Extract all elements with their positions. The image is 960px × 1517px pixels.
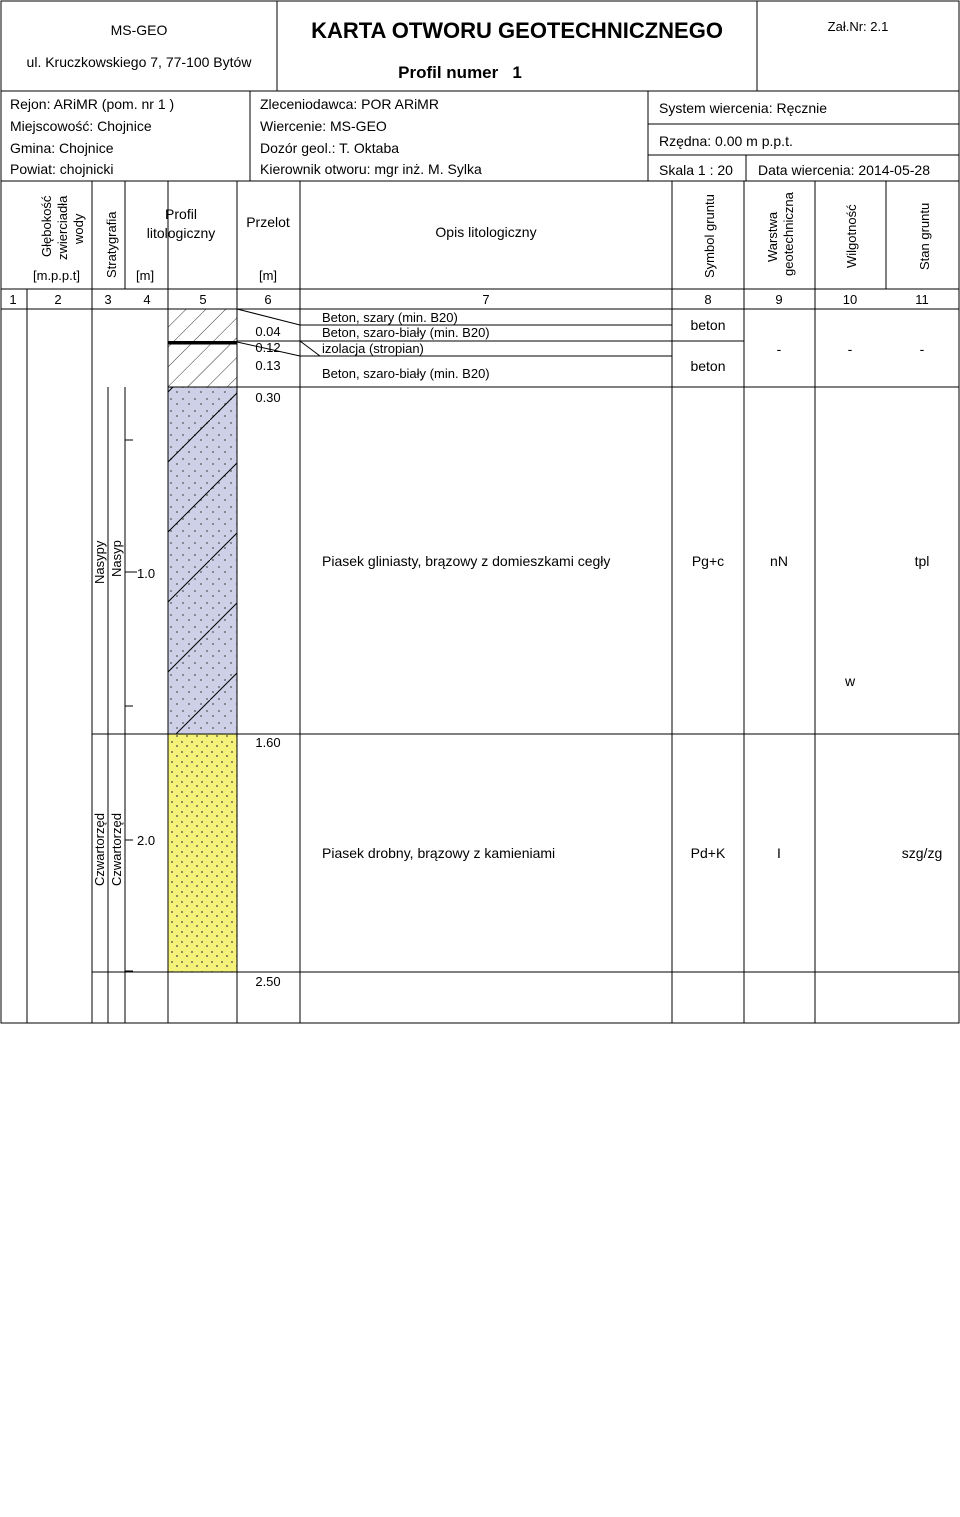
info-rzedna: Rzędna: 0.00 m p.p.t.: [659, 133, 793, 149]
depth-label: 0.30: [255, 390, 281, 405]
info-zleceniodawca: Zleceniodawca: POR ARiMR: [260, 96, 439, 112]
column-number: 11: [915, 292, 929, 307]
stratigraphy-outer: Nasypy: [92, 540, 107, 584]
soil-state: szg/zg: [901, 845, 943, 861]
info-skala: Skala 1 : 20: [659, 162, 733, 178]
column-number: 6: [264, 292, 272, 307]
company-address: ul. Kruczkowskiego 7, 77-100 Bytów: [26, 54, 252, 70]
layer-description: Beton, szaro-biały (min. B20): [322, 325, 490, 340]
glebokosc-unit: [m.p.p.t]: [33, 268, 80, 283]
soil-state: tpl: [914, 553, 930, 569]
layer-description: Beton, szaro-biały (min. B20): [322, 366, 490, 381]
opis-label: Opis litologiczny: [435, 224, 537, 240]
depth-label: 0.13: [255, 358, 281, 373]
info-system: System wiercenia: Ręcznie: [659, 100, 828, 116]
stratigraphy-inner: Czwartorzęd: [109, 813, 124, 886]
stratygrafia-label: Stratygrafia: [104, 211, 119, 278]
soil-symbol: beton: [690, 317, 726, 333]
layer-fine-sand: [168, 734, 237, 972]
stratigraphy-inner: Nasyp: [109, 540, 124, 577]
symbol-label: Symbol gruntu: [702, 194, 717, 278]
soil-symbol: Pd+K: [690, 845, 726, 861]
depth-unit: [m]: [136, 268, 155, 283]
column-number: 10: [842, 292, 858, 307]
lithology-profile: [168, 309, 237, 972]
info-rejon: Rejon: ARiMR (pom. nr 1 ): [10, 96, 175, 112]
profil-label-2: litologiczny: [146, 225, 216, 241]
przelot-unit: [m]: [258, 268, 278, 283]
column-number: 9: [775, 292, 783, 307]
attachment-number: Zał.Nr: 2.1: [827, 19, 889, 34]
layer-description: Beton, szary (min. B20): [322, 310, 458, 325]
layer-clayey-sand-diagonals: [168, 387, 237, 734]
info-gmina: Gmina: Chojnice: [10, 140, 114, 156]
profil-label-1: Profil: [165, 206, 197, 222]
glebokosc-label-3: wody: [71, 213, 86, 244]
glebokosc-label-2: zwierciadła: [55, 195, 70, 260]
wilgotnosc-label: Wilgotność: [844, 204, 859, 268]
layer-concrete-bottom: [168, 344, 237, 387]
stan-label: Stan gruntu: [917, 202, 932, 270]
column-number: 8: [704, 292, 712, 307]
column-grid: [1, 181, 959, 1023]
soil-state: -: [919, 341, 925, 357]
scale-mark: 1.0: [137, 566, 156, 581]
column-number: 2: [54, 292, 62, 307]
depth-label: 0.04: [255, 324, 281, 339]
column-number: 5: [199, 292, 207, 307]
info-powiat: Powiat: chojnicki: [10, 161, 114, 177]
layer-description: Piasek gliniasty, brązowy z domieszkami cegły: [322, 553, 611, 569]
depth-label: 0.12: [255, 340, 281, 355]
soil-symbol: beton: [690, 358, 726, 374]
company-name: MS-GEO: [110, 22, 168, 38]
info-miejscowosc: Miejscowość: Chojnice: [10, 118, 152, 134]
document-title: KARTA OTWORU GEOTECHNICZNEGO: [311, 18, 723, 43]
layer-concrete-top: [168, 309, 237, 342]
depth-label: 1.60: [255, 735, 281, 750]
scale-mark: 2.0: [137, 833, 156, 848]
info-dozor: Dozór geol.: T. Oktaba: [260, 140, 400, 156]
profile-number: Profil numer 1: [398, 63, 522, 82]
soil-symbol: Pg+c: [691, 553, 725, 569]
info-data: Data wiercenia: 2014-05-28: [758, 162, 930, 178]
warstwa-label-2: geotechniczna: [781, 192, 796, 276]
glebokosc-header: [39, 195, 86, 260]
warstwa-label-1: Warstwa: [765, 211, 780, 262]
info-kierownik: Kierownik otworu: mgr inż. M. Sylka: [260, 161, 482, 177]
depth-label: 2.50: [255, 974, 281, 989]
glebokosc-label-1: Głębokość: [39, 195, 54, 257]
przelot-label: Przelot: [246, 214, 290, 230]
geotech-layer: -: [776, 341, 782, 357]
column-number: 1: [9, 292, 17, 307]
stratigraphy-outer: Czwartorzęd: [92, 813, 107, 886]
moisture: w: [844, 673, 856, 689]
column-number: 7: [482, 292, 490, 307]
column-numbers: [9, 292, 928, 307]
info-wiercenie: Wiercenie: MS-GEO: [260, 118, 387, 134]
column-number: 3: [104, 292, 112, 307]
layer-description: izolacja (stropian): [322, 341, 424, 356]
layer-description: Piasek drobny, brązowy z kamieniami: [322, 845, 556, 861]
geotech-layer: I: [777, 845, 781, 861]
geotech-layer: nN: [770, 553, 788, 569]
column-number: 4: [143, 292, 151, 307]
moisture: -: [847, 341, 853, 357]
